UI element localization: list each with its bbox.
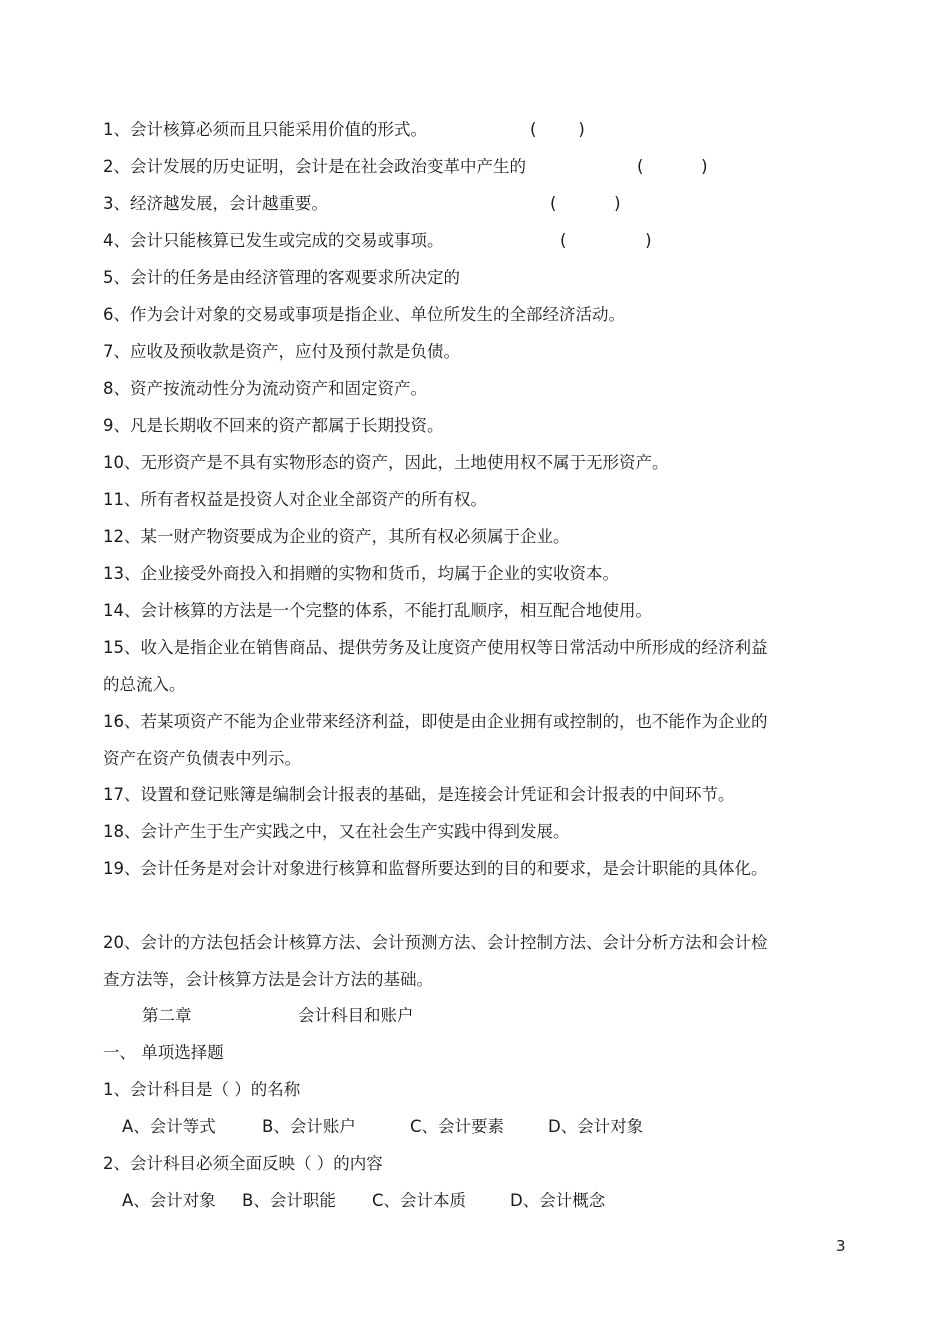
statement-18: 18、会计产生于生产实践之中，又在社会生产实践中得到发展。 — [103, 822, 570, 841]
statement-13: 13、企业接受外商投入和捐赠的实物和货币，均属于企业的实收资本。 — [103, 564, 619, 583]
q1-option-d: D、会计对象 — [548, 1117, 644, 1136]
q1-option-c: C、会计要素 — [410, 1117, 505, 1136]
statement-9: 9、凡是长期收不回来的资产都属于长期投资。 — [103, 416, 444, 435]
statement-11: 11、所有者权益是投资人对企业全部资产的所有权。 — [103, 490, 487, 509]
statement-14: 14、会计核算的方法是一个完整的体系，不能打乱顺序，相互配合地使用。 — [103, 601, 652, 620]
statement-8: 8、资产按流动性分为流动资产和固定资产。 — [103, 379, 427, 398]
q1-option-b: B、会计账户 — [262, 1117, 356, 1136]
statement-15: 15、收入是指企业在销售商品、提供劳务及让度资产使用权等日常活动中所形成的经济利益的总流入。 — [103, 638, 768, 694]
statement-5: 5、会计的任务是由经济管理的客观要求所决定的 — [103, 268, 460, 287]
statement-17: 17、设置和登记账簿是编制会计报表的基础，是连接会计凭证和会计报表的中间环节。 — [103, 785, 735, 804]
statement-4: 4、会计只能核算已发生或完成的交易或事项。 — [103, 231, 444, 250]
statement-2: 2、会计发展的历史证明，会计是在社会政治变革中产生的 — [103, 157, 526, 176]
statement-1: 1、会计核算必须而且只能采用价值的形式。 — [103, 120, 427, 139]
q2-option-c: C、会计本质 — [372, 1191, 467, 1210]
statement-16: 16、若某项资产不能为企业带来经济利益，即使是由企业拥有或控制的，也不能作为企业的资产在资产负债表中列示。 — [103, 712, 768, 768]
statement-12: 12、某一财产物资要成为企业的资产，其所有权必须属于企业。 — [103, 527, 570, 546]
answer-blank-3: ( ) — [550, 194, 621, 213]
q1-option-a: A、会计等式 — [122, 1117, 216, 1136]
answer-blank-1: ( ) — [530, 120, 585, 139]
q2-option-a: A、会计对象 — [122, 1191, 216, 1210]
chapter-number: 第二章 — [142, 1006, 192, 1025]
page-number: 3 — [836, 1237, 846, 1255]
q2-option-b: B、会计职能 — [242, 1191, 336, 1210]
statement-20: 20、会计的方法包括会计核算方法、会计预测方法、会计控制方法、会计分析方法和会计检查方法等，会计核算方法是会计方法的基础。 — [103, 933, 768, 989]
q2-option-d: D、会计概念 — [510, 1191, 606, 1210]
statement-10: 10、无形资产是不具有实物形态的资产，因此，土地使用权不属于无形资产。 — [103, 453, 669, 472]
statement-3: 3、经济越发展，会计越重要。 — [103, 194, 328, 213]
statement-6: 6、作为会计对象的交易或事项是指企业、单位所发生的全部经济活动。 — [103, 305, 625, 324]
answer-blank-4: ( ) — [560, 231, 652, 250]
statement-7: 7、应收及预收款是资产，应付及预付款是负债。 — [103, 342, 460, 361]
question-1: 1、会计科目是（ ）的名称 — [103, 1080, 301, 1099]
question-2: 2、会计科目必须全面反映（ ）的内容 — [103, 1154, 383, 1173]
chapter-title: 会计科目和账户 — [298, 1006, 414, 1025]
section-heading: 一、 单项选择题 — [103, 1043, 224, 1062]
statement-19: 19、会计任务是对会计对象进行核算和监督所要达到的目的和要求，是会计职能的具体化。 — [103, 859, 768, 878]
answer-blank-2: ( ) — [637, 157, 708, 176]
